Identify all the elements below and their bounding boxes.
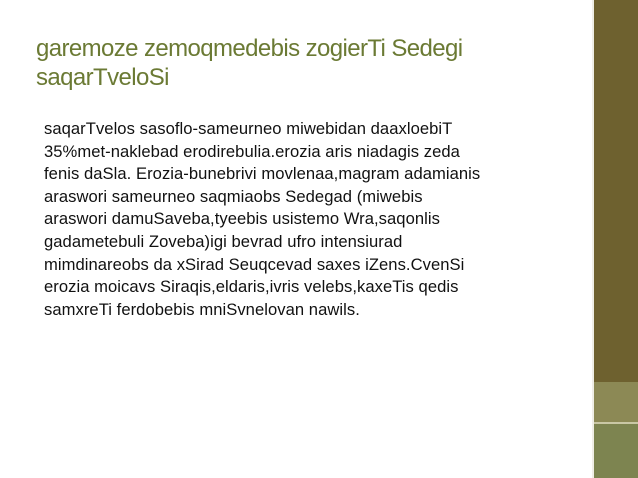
decorative-sidebar: [594, 0, 638, 478]
sidebar-block-bottom: [594, 424, 638, 478]
body-line: saqarTvelos sasoflo-sameurneo miwebidan daaxloebiT: [44, 119, 453, 138]
slide-title-line: garemoze zemoqmedebis zogierTi Sedegi: [36, 35, 463, 62]
body-line: gadametebuli Zoveba)igi bevrad ufro intensiurad: [44, 231, 403, 251]
body-line: samxreTi ferdobebis mniSvnelovan nawils.: [44, 299, 360, 319]
body-line: araswori damuSaveba,tyeebis usistemo Wra,saqonlis: [44, 209, 440, 229]
sidebar-block-dark: [594, 0, 638, 382]
slide-title-line: saqarTveloSi: [36, 64, 169, 91]
slide-body-text: [44, 118, 564, 321]
body-line: 35%met-naklebad erodirebulia.erozia aris niadagis zeda: [44, 141, 460, 161]
body-line: erozia moicavs Siraqis,eldaris,ivris velebs,kaxeTis qedis: [44, 277, 459, 297]
slide-title: [36, 34, 566, 92]
sidebar-block-mid: [594, 382, 638, 422]
body-line: mimdinareobs da xSirad Seuqcevad saxes iZens.CvenSi: [44, 254, 465, 274]
body-line: araswori sameurneo saqmiaobs Sedegad (miwebis: [44, 186, 423, 206]
body-line: fenis daSla. Erozia-bunebrivi movlenaa,magram adamianis: [44, 164, 481, 184]
